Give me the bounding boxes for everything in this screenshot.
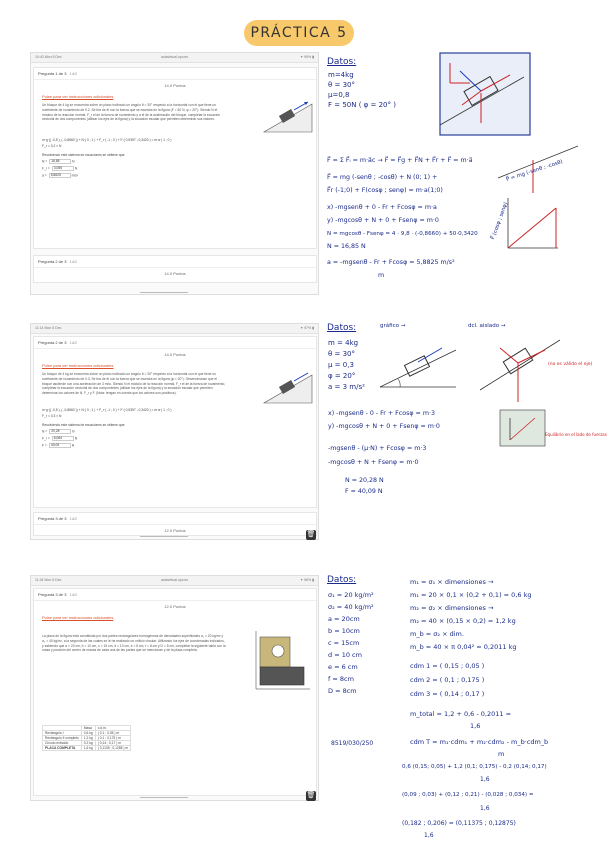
- answer-unit: N: [72, 429, 75, 434]
- incline-figure: [264, 369, 314, 405]
- scalar-equation: F_r = 0,3 × N: [42, 413, 62, 418]
- cdm-formula: (0,09 ; 0,03) + (0,12 ; 0,21) - (0,028 ; 0,034) =: [402, 792, 534, 798]
- incline-sketch: [378, 332, 458, 392]
- instructions-link[interactable]: Pulse para ver instrucciones adicionales: [42, 615, 114, 620]
- bar-url[interactable]: aulavirtual.upv.es: [161, 55, 188, 59]
- data-item: θ = 30°: [328, 350, 356, 358]
- answer-row: [34, 428, 316, 435]
- note-line: x) -mgsenθ + 0 - Fr + Fcosφ = m·a: [327, 204, 437, 211]
- answer-row: [34, 172, 316, 179]
- question-card: [33, 336, 317, 508]
- note-line: F⃗ = mg (-senθ ; -cosθ) + N (0; 1) +: [327, 174, 438, 181]
- vector-equation: m·g·(( -0,5 ), ( -0,8660 )) + N·( 0 ; 1 ) + F_r·( -1 ; 0 ) + F·( 0,9397 ; 0,3420 ) = m·a·( 1 ; 0 ): [42, 407, 172, 412]
- trash-icon[interactable]: 🗑: [306, 531, 316, 538]
- question-card: [33, 588, 317, 796]
- answer-input[interactable]: 20,28: [49, 429, 71, 434]
- table-cell-input[interactable]: ( 0,14 ; 0,17 ) m: [95, 741, 130, 746]
- table-cell: PLACA COMPLETA: [43, 746, 82, 751]
- cdm-line: cdm 2 = ( 0,1 ; 0,175 ): [410, 676, 485, 684]
- answer-label: F =: [42, 443, 47, 448]
- data-item: D = 8cm: [328, 687, 357, 695]
- side-note: P⃗ = mg (-senθ ; -cosθ): [505, 159, 564, 183]
- red-note: (no es válido el eje): [548, 362, 593, 367]
- table-cell: Rectángulo II completo: [43, 736, 82, 741]
- box-note: Equilibrio en el lado de fuerzas: [545, 432, 607, 437]
- question-points: 14.0 Puntos: [164, 352, 186, 357]
- question-points: 14.0 Puntos: [164, 83, 186, 88]
- question-label: Pregunta 1 de 3: [38, 71, 67, 76]
- vector-equation: m·g·(( -0,5 ), ( -0,8660 )) + N·( 0 ; 1 ) + F_r·( -1 ; 0 ) + F·( 0,9397 ; 0,3420 ) = m·a·( 1 ; 0 ): [42, 138, 172, 143]
- scalar-equation: F_r = 0,2 × N: [42, 144, 62, 149]
- table-cell-input[interactable]: 0,2 kg: [81, 741, 95, 746]
- bar-url[interactable]: aulavirtual.upv.es: [161, 578, 188, 582]
- data-item: σ₁ = 20 kg/m²: [328, 591, 374, 599]
- cdm-formula: cdm T = m₁·cdm₁ + m₂·cdm₂ - m_b·cdm_b: [410, 738, 549, 746]
- data-item: d = 10 cm: [328, 651, 362, 659]
- data-item: e = 6 cm: [328, 663, 358, 671]
- table-row: [43, 746, 131, 751]
- answer-label: N =: [42, 159, 48, 164]
- trash-icon[interactable]: 🗑: [306, 792, 316, 799]
- cdm-line: cdm 3 = ( 0,14 ; 0,17 ): [410, 690, 485, 698]
- answer-label: F_r =: [42, 436, 50, 441]
- question-label: Pregunta 2 de 3: [38, 259, 67, 264]
- answer-input[interactable]: 16,85: [49, 159, 71, 164]
- mass-line: m₂ = σ₂ × dimensiones →: [410, 604, 494, 612]
- results-table: [42, 725, 131, 751]
- total-mass: 1,6: [470, 722, 481, 730]
- answer-unit: N: [74, 166, 78, 171]
- mass-line: m₂ = 40 × (0,15 × 0,2) = 1,2 kg: [410, 617, 516, 625]
- mass-line: m_b = 40 × π 0,04² = 0,2011 kg: [410, 643, 517, 651]
- question-text: Un bloque de 4 kg se encuentra sobre un plano inclinado un ángulo θ = 30° respecto a la horizontal con el que tiene un coeficiente de rozamiento de 0.2. Se tira de él con la fuerza que se muestra en la figura (F = 50 N, φ = 20°). Siendo N el módulo de la reacción normal, F_r el de la fuerza de rozamiento y a el de la aceleración del bloque, completar la ecuación vectorial de dos componentes (utilizar los ejes de la figura) y la ecuación escalar que permiten determinar sus valores.: [42, 103, 221, 122]
- screenshot-2: [30, 323, 319, 540]
- screenshot-1: [30, 52, 319, 295]
- note-line: F⃗r (-1;0) + F(cosφ ; senφ) = m·a(1;0): [327, 187, 443, 194]
- bar-time: 11:14 Mon 5 Dec: [35, 326, 62, 330]
- question-points: 12.0 Puntos: [164, 528, 186, 533]
- blue-diagram: [440, 53, 530, 135]
- question-card: [33, 67, 317, 249]
- bar-time: 10:43 Mon 5 Dec: [35, 55, 62, 59]
- question-header: [34, 513, 316, 525]
- answer-row: [34, 435, 316, 442]
- table-header-cell: c.d.m.: [95, 726, 130, 731]
- table-cell: Rectángulo I: [43, 731, 82, 736]
- table-cell-input[interactable]: ( 0,1 ; 0,175 ) m: [95, 736, 130, 741]
- browser-bar: [31, 324, 318, 334]
- cdm-result: 1,6: [424, 832, 434, 839]
- question-header: [34, 256, 316, 268]
- data-item: σ₂ = 40 kg/m²: [328, 603, 374, 611]
- screenshot-3: [30, 575, 319, 801]
- question-sub: 1d/2: [69, 516, 78, 521]
- answer-input[interactable]: 40,09: [49, 443, 71, 448]
- data-item: μ = 0,3: [328, 361, 354, 369]
- cdm-formula: 1,6: [480, 776, 490, 783]
- answer-input[interactable]: 3,055: [52, 166, 74, 171]
- browser-bar: [31, 53, 318, 63]
- mass-line: m₁ = 20 × 0,1 × (0,2 + 0,1) = 0,6 kg: [410, 591, 532, 599]
- question-label: Pregunta 3 de 3: [38, 516, 67, 521]
- fig-label: dcl. aislado →: [468, 323, 506, 329]
- question-card-next: [33, 512, 317, 536]
- equation: -mgcosθ + N + Fsenφ = m·0: [328, 459, 419, 466]
- answer-label: N =: [42, 429, 48, 434]
- table-cell-input[interactable]: 1,2 kg: [81, 736, 95, 741]
- answer-row: [34, 165, 316, 172]
- bar-status: ✦ 97% ▮: [300, 326, 314, 330]
- fig-label: gráfico →: [380, 323, 406, 329]
- table-cell-input[interactable]: 1,6 kg: [81, 746, 95, 751]
- datos-heading: Datos:: [327, 57, 357, 67]
- answer-unit: N: [74, 436, 78, 441]
- question-points: 14.0 Puntos: [164, 271, 186, 276]
- note-line: N = mgcosθ - Fsenφ = 4 · 9,8 · (-0,8660) + 50·0,3420: [327, 231, 478, 237]
- answer-input[interactable]: 6,084: [52, 436, 74, 441]
- question-text: Un bloque de 4 kg se encuentra sobre un plano inclinado un ángulo θ = 30° respecto a la horizontal con el que tiene un coeficiente de rozamiento de 0.3. Se tira de él con la fuerza que se muestra en la figura (φ = 20°). Observándose que el bloque asciende con una aceleración de 3 m/s². Siendo N el módulo de la reacción normal, F_r el de la fuerza de rozamiento, completar la ecuación vectorial de dos componentes (utilizar los ejes de la figura) y la ecuación escalar que permiten determinar los valores de N, F_r y F. (Nota: tengan en cuenta que los valores son positivos).: [42, 372, 226, 396]
- table-row: [43, 741, 131, 746]
- code-note: 8519/030/250: [331, 740, 374, 747]
- question-header: [34, 68, 316, 80]
- result: F = 40,09 N: [345, 488, 383, 495]
- page-title: [244, 20, 354, 46]
- question-card-next: [33, 255, 317, 283]
- table-cell-input[interactable]: 0,6 kg: [81, 731, 95, 736]
- solve-text: Resolviendo este sistema de ecuaciones se obtiene que:: [42, 422, 126, 427]
- equation: y) -mgcosθ + N + 0 + Fsenφ = m·0: [328, 423, 440, 430]
- note-line: y) -mgcosθ + N + 0 + Fsenφ = m·0: [327, 217, 439, 224]
- answer-row: [34, 158, 316, 165]
- data-item: a = 20cm: [328, 615, 360, 623]
- datos-heading: Datos:: [327, 575, 357, 585]
- question-label: Pregunta 2 de 3: [38, 340, 67, 345]
- bar-status: ✦ 96% ▮: [300, 578, 314, 582]
- solve-text: Resolviendo este sistema de ecuaciones se obtiene que:: [42, 153, 126, 158]
- equation: x) -mgsenθ - 0 - Fr + Fcosφ = m·3: [328, 410, 435, 417]
- mass-line: m₁ = σ₁ × dimensiones →: [410, 578, 494, 586]
- instructions-link[interactable]: Pulse para ver instrucciones adicionales: [42, 363, 114, 368]
- browser-bar: [31, 576, 318, 586]
- question-label: Pregunta 3 de 3: [38, 592, 67, 597]
- cdm-line: cdm 1 = ( 0,15 ; 0,05 ): [410, 662, 485, 670]
- question-sub: 1d/2: [69, 592, 78, 597]
- scroll-indicator: [140, 797, 188, 798]
- question-sub: 1d/2: [69, 259, 78, 264]
- data-item: m=4kg: [328, 71, 354, 79]
- question-points: 12.0 Puntos: [164, 604, 186, 609]
- plate-figure: [252, 629, 314, 699]
- note-line: N = 16,85 N: [327, 243, 366, 250]
- side-note: F⃗ (cosφ ; senφ): [490, 201, 510, 241]
- answer-unit: m/s²: [71, 173, 79, 178]
- scroll-indicator: [140, 536, 188, 537]
- equation: -mgsenθ - (μ·N) + Fcosφ = m·3: [328, 445, 427, 452]
- data-item: m = 4kg: [328, 339, 359, 347]
- question-header: [34, 589, 316, 601]
- answer-row: [34, 442, 316, 449]
- data-item: μ=0,8: [328, 91, 350, 99]
- incline-figure: [264, 98, 314, 134]
- answer-input[interactable]: 5,8825: [49, 173, 71, 178]
- note-line: F⃗ = Σ F⃗ᵢ = m·a⃗c → F⃗ = F⃗g + F⃗N + F⃗r + F⃗ = m·a⃗: [327, 157, 473, 164]
- data-item: c = 15cm: [328, 639, 360, 647]
- mass-line: m_b = σ₂ × dim.: [410, 630, 464, 638]
- table-header-cell: Masa: [81, 726, 95, 731]
- data-item: θ = 30°: [328, 81, 356, 89]
- note-line: a = -mgsenθ - Fr + Fcosφ = 5,8825 m/s²: [327, 259, 455, 266]
- bar-time: 11:34 Mon 5 Dec: [35, 578, 62, 582]
- table-row: [43, 731, 131, 736]
- instructions-link[interactable]: Pulse para ver instrucciones adicionales: [42, 94, 114, 99]
- answer-unit: N: [72, 159, 75, 164]
- question-sub: 1d/2: [69, 71, 78, 76]
- bar-status: ✦ 99% ▮: [300, 55, 314, 59]
- table-cell-input[interactable]: ( 0,1 ; 0,05 ) m: [95, 731, 130, 736]
- result: N = 20,28 N: [345, 477, 384, 484]
- cdm-formula: 0,6 (0,15; 0,05) + 1,2 (0,1; 0,175) - 0,2 (0,14; 0,17): [402, 764, 547, 770]
- data-item: a = 3 m/s²: [328, 383, 365, 391]
- answer-label: a =: [42, 173, 47, 178]
- answer-label: F_r =: [42, 166, 50, 171]
- scroll-indicator: [140, 292, 188, 293]
- cdm-formula: 1,6: [480, 805, 490, 812]
- data-item: φ = 20°: [328, 372, 356, 380]
- answer-unit: N: [71, 443, 75, 448]
- data-item: f = 8cm: [328, 675, 354, 683]
- data-item: F = 50N ( φ = 20° ): [328, 101, 396, 109]
- table-row: [43, 736, 131, 741]
- question-text: La placa de la figura está constituida por dos partes rectangulares homogéneas de densidades superficiales σ₁ = 20 kg/m² y σ₂ = 40 kg/m², a la segunda de las cuales se le ha realizado un orificio circular. Utilizando los ejes de coordenadas indicados, y sabiendo que a = 20 cm, b = 10 cm, c = 15 cm, d = 10 cm, e = 6 cm, f = 8 cm y D = 8 cm, completar la siguiente tabla con la masa y posición del centro de masas de cada una de las partes que se mencionan y de la placa completa.: [42, 634, 226, 653]
- table-cell-input[interactable]: ( 0,1135 ; 0,1288 ) m: [95, 746, 130, 751]
- total-mass: m_total = 1,2 + 0,6 - 0,2011 =: [410, 710, 512, 718]
- note-line: m: [378, 272, 385, 279]
- question-header: [34, 337, 316, 349]
- table-cell: Círculo extraído: [43, 741, 82, 746]
- cdm-formula: m: [498, 750, 505, 758]
- cdm-result: (0,182 ; 0,206) = (0,11375 ; 0,12875): [402, 820, 516, 827]
- page-title-text: PRÁCTICA 5: [250, 25, 348, 41]
- datos-heading: Datos:: [327, 323, 357, 333]
- question-sub: 1d/2: [69, 340, 78, 345]
- data-item: b = 10cm: [328, 627, 360, 635]
